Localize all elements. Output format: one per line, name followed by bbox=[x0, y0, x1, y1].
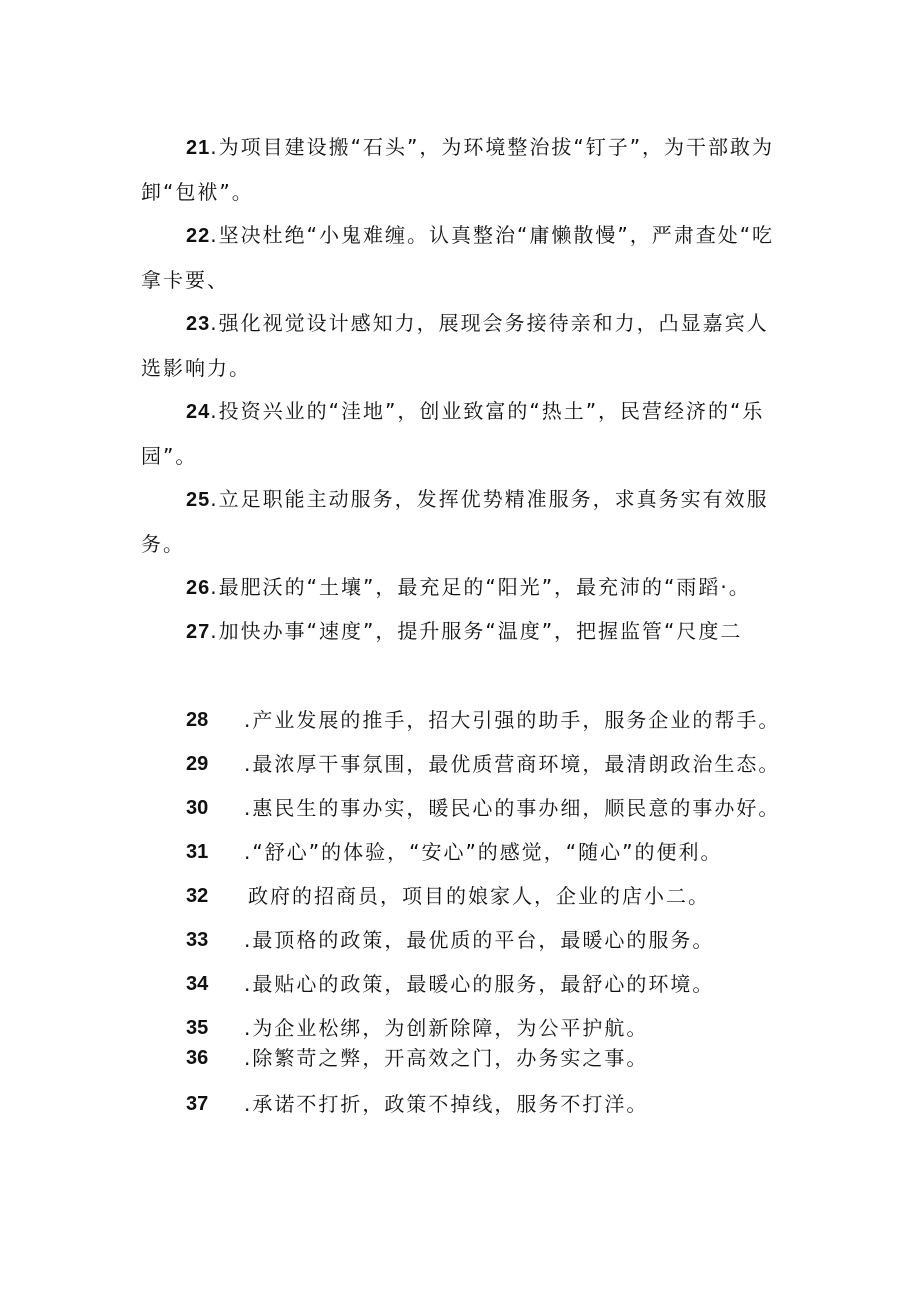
item-text: .为项目建设搬“石头”，为环境整治拔“钉子”，为干部敢为卸“包袱”。 bbox=[141, 135, 775, 204]
item-number: 37 bbox=[186, 1093, 209, 1115]
item-number: 25 bbox=[186, 489, 211, 511]
item-number: 32 bbox=[186, 885, 209, 907]
item-text: .立足职能主动服务，发挥优势精准服务，求真务实有效服务。 bbox=[141, 487, 769, 556]
item-text: .惠民生的事办实，暖民心的事办细，顺民意的事办好。 bbox=[244, 796, 781, 820]
item-text: .强化视觉设计感知力，展现会务接待亲和力，凸显嘉宾人选影响力。 bbox=[141, 311, 769, 380]
item-number: 28 bbox=[186, 709, 209, 731]
item-number: 34 bbox=[186, 973, 209, 995]
paragraph-22 bbox=[141, 213, 786, 302]
item-number: 21 bbox=[186, 137, 211, 159]
paragraph-27 bbox=[141, 609, 786, 654]
item-text: .承诺不打折，政策不掉线，服务不打洋。 bbox=[244, 1092, 649, 1116]
item-number: 36 bbox=[186, 1047, 209, 1069]
item-number: 24 bbox=[186, 401, 211, 423]
paragraph-25 bbox=[141, 477, 786, 566]
paragraph-26 bbox=[141, 565, 786, 610]
item-number: 23 bbox=[186, 313, 211, 335]
item-number: 33 bbox=[186, 929, 209, 951]
item-text: 政府的招商员，项目的娘家人，企业的店小二。 bbox=[248, 884, 710, 908]
paragraph-24 bbox=[141, 389, 786, 478]
item-text: .最肥沃的“土壤”，最充足的“阳光”，最充沛的“雨蹈·。 bbox=[210, 575, 751, 599]
paragraph-23 bbox=[141, 301, 786, 390]
item-text: .为企业松绑，为创新除障，为公平护航。 bbox=[244, 1016, 649, 1040]
item-text: .“舒心”的体验，“安心”的感觉，“随心”的便利。 bbox=[244, 840, 723, 864]
item-number: 31 bbox=[186, 841, 209, 863]
item-number: 22 bbox=[186, 225, 211, 247]
item-text: .最浓厚干事氛围，最优质营商环境，最清朗政治生态。 bbox=[244, 752, 781, 776]
item-text: .加快办事“速度”，提升服务“温度”，把握监管“尺度二 bbox=[210, 619, 743, 643]
item-number: 35 bbox=[186, 1017, 209, 1039]
paragraph-21 bbox=[141, 125, 786, 214]
item-text: .最顶格的政策，最优质的平台，最暖心的服务。 bbox=[244, 928, 715, 952]
item-number: 26 bbox=[186, 577, 211, 599]
item-text: .坚决杜绝“小鬼难缠。认真整治“庸懒散慢”，严肃查处“吃拿卡要、 bbox=[141, 223, 775, 292]
item-number: 27 bbox=[186, 621, 211, 643]
item-text: .产业发展的推手，招大引强的助手，服务企业的帮手。 bbox=[244, 708, 781, 732]
item-text: .除繁苛之弊，开高效之门，办务实之事。 bbox=[244, 1046, 649, 1070]
item-number: 29 bbox=[186, 753, 209, 775]
item-number: 30 bbox=[186, 797, 209, 819]
item-text: .投资兴业的“洼地”，创业致富的“热土”，民营经济的“乐园”。 bbox=[141, 399, 765, 468]
item-text: .最贴心的政策，最暖心的服务，最舒心的环境。 bbox=[244, 972, 715, 996]
